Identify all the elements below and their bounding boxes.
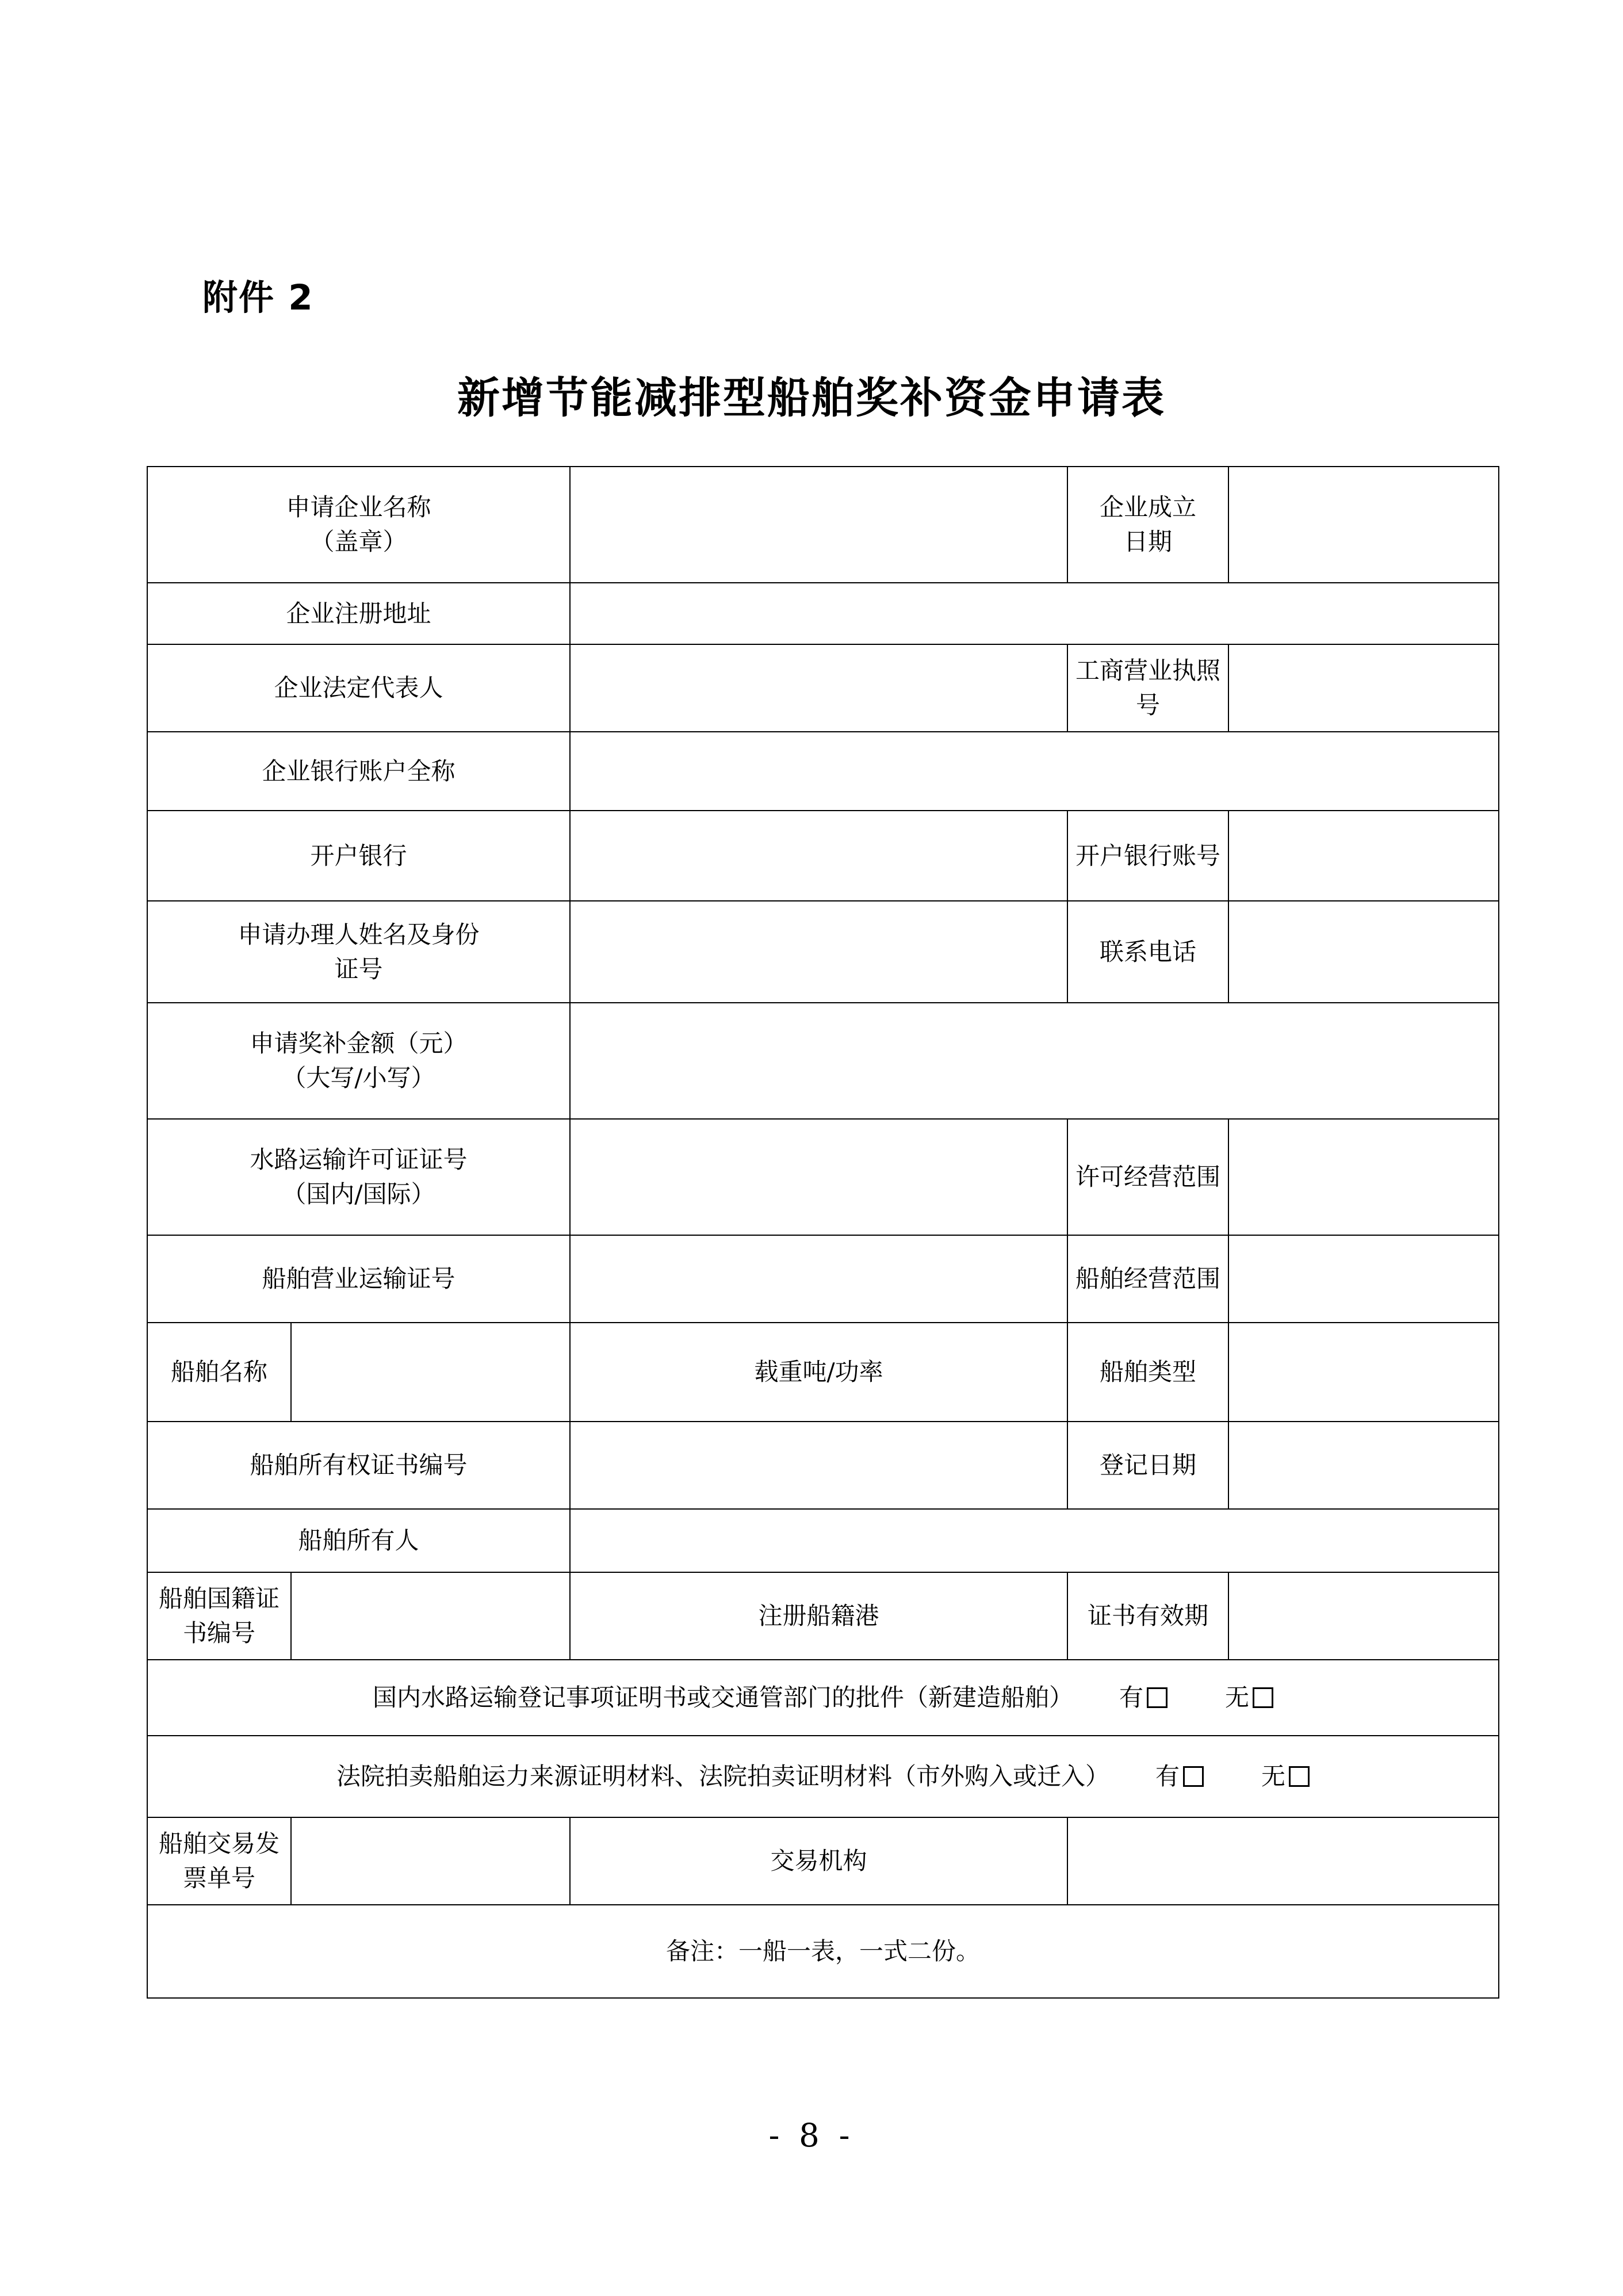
table-row bbox=[147, 1422, 1499, 1509]
bank-account-name-value[interactable] bbox=[570, 732, 1499, 811]
ship-name-label: 船舶名称 bbox=[147, 1323, 291, 1422]
establish-date-label-line2: 日期 bbox=[1124, 528, 1173, 556]
table-row bbox=[147, 1235, 1499, 1323]
court-none-label: 无 bbox=[1261, 1762, 1286, 1791]
bank-account-no-value[interactable] bbox=[1228, 811, 1499, 901]
table-row bbox=[147, 1736, 1499, 1817]
agent-label-line2: 证号 bbox=[334, 954, 383, 983]
permit-scope-label: 许可经营范围 bbox=[1067, 1119, 1228, 1235]
table-row bbox=[147, 1119, 1499, 1235]
waterway-permit-value[interactable] bbox=[570, 1119, 1067, 1235]
trading-agency-value[interactable] bbox=[1067, 1817, 1499, 1905]
company-name-label-line1: 申请企业名称 bbox=[286, 493, 431, 522]
ship-name-value[interactable] bbox=[291, 1323, 570, 1422]
ship-business-scope-label: 船舶经营范围 bbox=[1067, 1235, 1228, 1323]
register-port-label: 注册船籍港 bbox=[570, 1572, 1067, 1660]
nationality-cert-label: 船舶国籍证书编号 bbox=[147, 1572, 291, 1660]
ownership-cert-value[interactable] bbox=[570, 1422, 1067, 1509]
tonnage-power-label: 载重吨/功率 bbox=[570, 1323, 1067, 1422]
bank-value[interactable] bbox=[570, 811, 1067, 901]
establish-date-label bbox=[1067, 467, 1228, 583]
court-has-checkbox[interactable] bbox=[1183, 1766, 1204, 1787]
cert-validity-value[interactable] bbox=[1228, 1572, 1499, 1660]
table-row bbox=[147, 901, 1499, 1003]
table-row bbox=[147, 644, 1499, 732]
business-license-label: 工商营业执照号 bbox=[1067, 644, 1228, 732]
bank-account-name-label: 企业银行账户全称 bbox=[147, 732, 570, 811]
phone-value[interactable] bbox=[1228, 901, 1499, 1003]
waterway-permit-label-line2: （国内/国际） bbox=[282, 1180, 435, 1208]
bank-account-no-label: 开户银行账号 bbox=[1067, 811, 1228, 901]
establish-date-value[interactable] bbox=[1228, 467, 1499, 583]
company-name-value[interactable] bbox=[570, 467, 1067, 583]
application-form-table bbox=[147, 466, 1499, 1999]
waterway-permit-label bbox=[147, 1119, 570, 1235]
permit-scope-value[interactable] bbox=[1228, 1119, 1499, 1235]
domestic-registration-row bbox=[147, 1660, 1499, 1736]
table-row bbox=[147, 1572, 1499, 1660]
table-row bbox=[147, 732, 1499, 811]
table-row bbox=[147, 811, 1499, 901]
amount-label-line2: （大写/小写） bbox=[282, 1064, 435, 1092]
domestic-registration-text: 国内水路运输登记事项证明书或交通管部门的批件（新建造船舶） bbox=[372, 1683, 1073, 1712]
legal-rep-label: 企业法定代表人 bbox=[147, 644, 570, 732]
table-row bbox=[147, 467, 1499, 583]
table-row bbox=[147, 1003, 1499, 1119]
page-title: 新增节能减排型船舶奖补资金申请表 bbox=[457, 373, 1166, 423]
business-license-value[interactable] bbox=[1228, 644, 1499, 732]
ship-type-value[interactable] bbox=[1228, 1323, 1499, 1422]
bank-label: 开户银行 bbox=[147, 811, 570, 901]
ship-type-label: 船舶类型 bbox=[1067, 1323, 1228, 1422]
domestic-none-checkbox[interactable] bbox=[1253, 1687, 1273, 1708]
court-auction-row bbox=[147, 1736, 1499, 1817]
domestic-none-label: 无 bbox=[1225, 1683, 1250, 1712]
court-has-label: 有 bbox=[1155, 1762, 1180, 1791]
attachment-label: 附件 2 bbox=[202, 277, 314, 318]
company-name-label-line2: （盖章） bbox=[310, 528, 407, 556]
nationality-cert-value[interactable] bbox=[291, 1572, 570, 1660]
table-row bbox=[147, 1660, 1499, 1736]
invoice-no-value[interactable] bbox=[291, 1817, 570, 1905]
table-row bbox=[147, 1509, 1499, 1572]
table-row bbox=[147, 583, 1499, 644]
court-none-checkbox[interactable] bbox=[1289, 1766, 1310, 1787]
registered-address-value[interactable] bbox=[570, 583, 1499, 644]
establish-date-label-line1: 企业成立 bbox=[1100, 493, 1197, 522]
ship-transport-cert-label: 船舶营业运输证号 bbox=[147, 1235, 570, 1323]
domestic-has-checkbox[interactable] bbox=[1147, 1687, 1168, 1708]
legal-rep-value[interactable] bbox=[570, 644, 1067, 732]
waterway-permit-label-line1: 水路运输许可证证号 bbox=[250, 1145, 468, 1174]
agent-label bbox=[147, 901, 570, 1003]
court-auction-text: 法院拍卖船舶运力来源证明材料、法院拍卖证明材料（市外购入或迁入） bbox=[336, 1762, 1109, 1791]
register-date-value[interactable] bbox=[1228, 1422, 1499, 1509]
remark-text: 备注：一船一表，一式二份。 bbox=[147, 1905, 1499, 1998]
ship-owner-value[interactable] bbox=[570, 1509, 1499, 1572]
table-row bbox=[147, 1817, 1499, 1905]
ship-business-scope-value[interactable] bbox=[1228, 1235, 1499, 1323]
table-row bbox=[147, 1905, 1499, 1998]
table-row bbox=[147, 1323, 1499, 1422]
ownership-cert-label: 船舶所有权证书编号 bbox=[147, 1422, 570, 1509]
invoice-no-label: 船舶交易发票单号 bbox=[147, 1817, 291, 1905]
cert-validity-label: 证书有效期 bbox=[1067, 1572, 1228, 1660]
ship-transport-cert-value[interactable] bbox=[570, 1235, 1067, 1323]
phone-label: 联系电话 bbox=[1067, 901, 1228, 1003]
amount-value[interactable] bbox=[570, 1003, 1499, 1119]
agent-value[interactable] bbox=[570, 901, 1067, 1003]
amount-label-line1: 申请奖补金额（元） bbox=[250, 1029, 468, 1058]
company-name-label bbox=[147, 467, 570, 583]
agent-label-line1: 申请办理人姓名及身份 bbox=[238, 920, 480, 949]
registered-address-label: 企业注册地址 bbox=[147, 583, 570, 644]
register-date-label: 登记日期 bbox=[1067, 1422, 1228, 1509]
domestic-has-label: 有 bbox=[1119, 1683, 1144, 1712]
ship-owner-label: 船舶所有人 bbox=[147, 1509, 570, 1572]
amount-label bbox=[147, 1003, 570, 1119]
page-number: - 8 - bbox=[768, 2117, 855, 2154]
trading-agency-label: 交易机构 bbox=[570, 1817, 1067, 1905]
